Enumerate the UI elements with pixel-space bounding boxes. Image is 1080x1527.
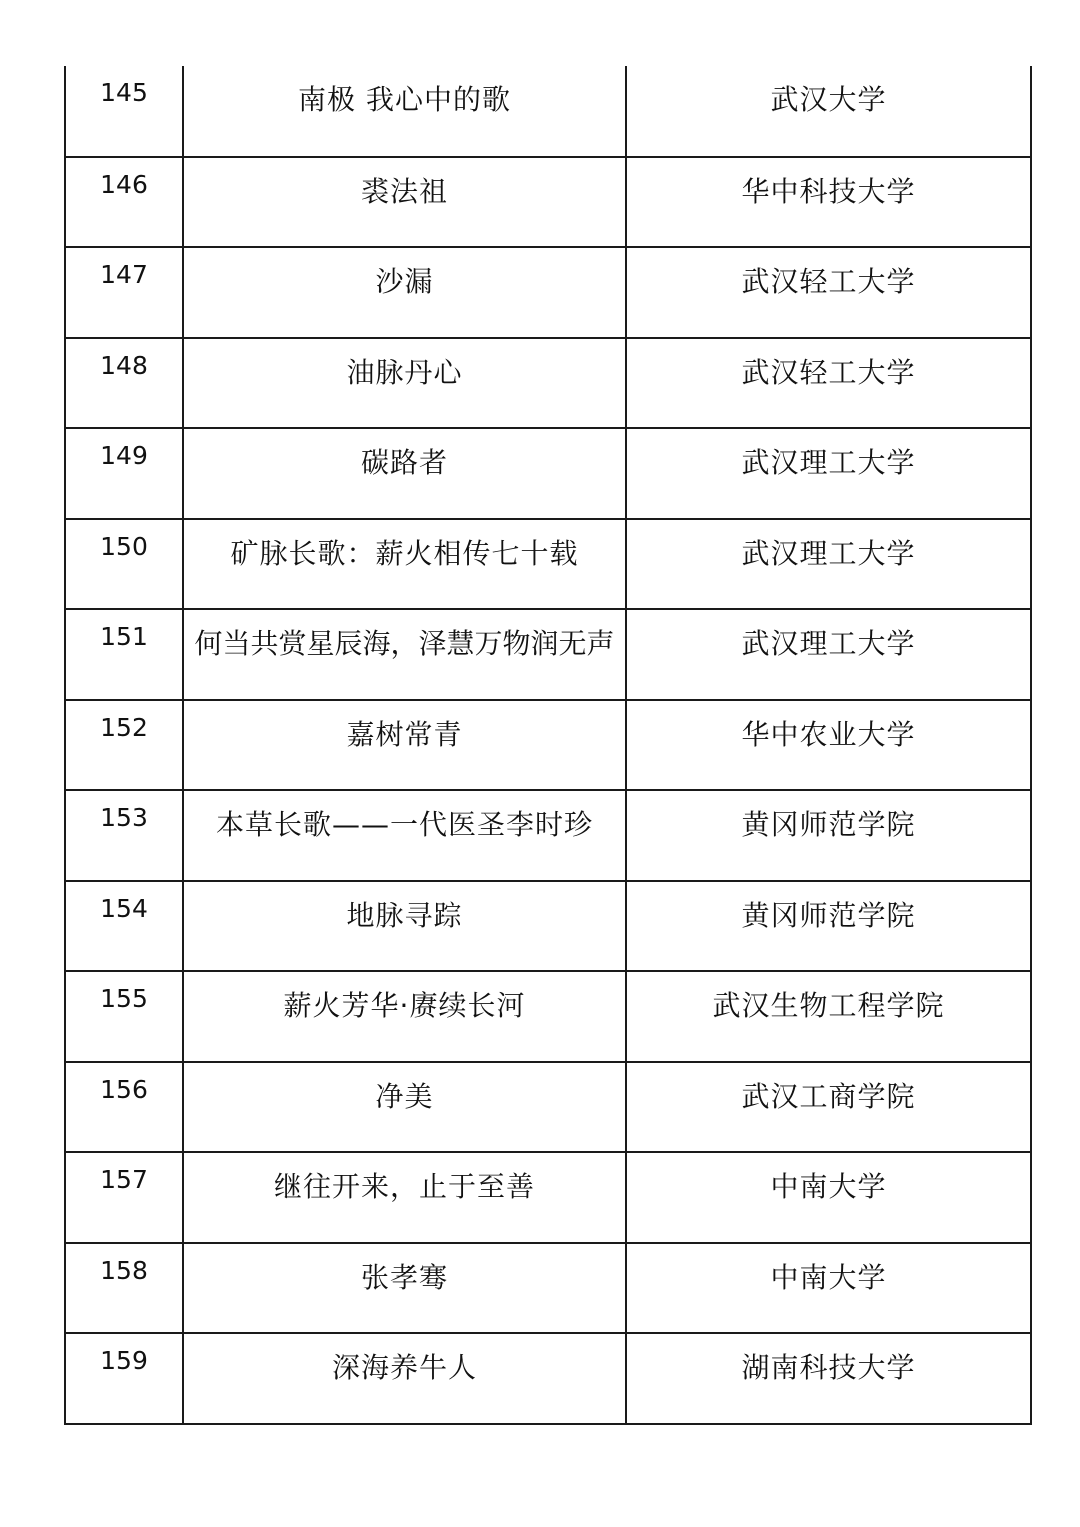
work-title: 沙漏 xyxy=(183,247,626,338)
results-table xyxy=(64,66,1032,1425)
row-number: 148 xyxy=(65,338,183,429)
work-title: 何当共赏星辰海，泽慧万物润无声 xyxy=(183,609,626,700)
row-number: 146 xyxy=(65,157,183,248)
institution-name: 中南大学 xyxy=(626,1243,1031,1334)
institution-name: 湖南科技大学 xyxy=(626,1333,1031,1424)
work-title: 净美 xyxy=(183,1062,626,1153)
institution-name: 黄冈师范学院 xyxy=(626,881,1031,972)
work-title: 继往开来，止于至善 xyxy=(183,1152,626,1243)
table-row xyxy=(65,971,1031,1062)
institution-name: 武汉工商学院 xyxy=(626,1062,1031,1153)
table-row xyxy=(65,790,1031,881)
row-number: 151 xyxy=(65,609,183,700)
table-row xyxy=(65,609,1031,700)
work-title: 南极 我心中的歌 xyxy=(183,66,626,157)
institution-name: 华中科技大学 xyxy=(626,157,1031,248)
institution-name: 黄冈师范学院 xyxy=(626,790,1031,881)
table-row xyxy=(65,247,1031,338)
institution-name: 武汉轻工大学 xyxy=(626,338,1031,429)
row-number: 155 xyxy=(65,971,183,1062)
row-number: 156 xyxy=(65,1062,183,1153)
table-row xyxy=(65,700,1031,791)
work-title: 薪火芳华·赓续长河 xyxy=(183,971,626,1062)
institution-name: 武汉理工大学 xyxy=(626,609,1031,700)
table-row xyxy=(65,66,1031,157)
work-title: 油脉丹心 xyxy=(183,338,626,429)
row-number: 158 xyxy=(65,1243,183,1334)
table-row xyxy=(65,519,1031,610)
table-row xyxy=(65,338,1031,429)
row-number: 152 xyxy=(65,700,183,791)
work-title: 碳路者 xyxy=(183,428,626,519)
row-number: 147 xyxy=(65,247,183,338)
institution-name: 武汉理工大学 xyxy=(626,519,1031,610)
row-number: 145 xyxy=(65,66,183,157)
institution-name: 武汉理工大学 xyxy=(626,428,1031,519)
row-number: 159 xyxy=(65,1333,183,1424)
table-row xyxy=(65,157,1031,248)
table-row xyxy=(65,428,1031,519)
work-title: 嘉树常青 xyxy=(183,700,626,791)
table-row xyxy=(65,1062,1031,1153)
institution-name: 华中农业大学 xyxy=(626,700,1031,791)
institution-name: 武汉大学 xyxy=(626,66,1031,157)
work-title: 张孝骞 xyxy=(183,1243,626,1334)
table-row xyxy=(65,881,1031,972)
row-number: 154 xyxy=(65,881,183,972)
row-number: 153 xyxy=(65,790,183,881)
table-row xyxy=(65,1333,1031,1424)
work-title: 矿脉长歌：薪火相传七十载 xyxy=(183,519,626,610)
institution-name: 武汉生物工程学院 xyxy=(626,971,1031,1062)
row-number: 150 xyxy=(65,519,183,610)
work-title: 本草长歌——一代医圣李时珍 xyxy=(183,790,626,881)
institution-name: 中南大学 xyxy=(626,1152,1031,1243)
document-page xyxy=(64,66,1030,1425)
row-number: 157 xyxy=(65,1152,183,1243)
institution-name: 武汉轻工大学 xyxy=(626,247,1031,338)
row-number: 149 xyxy=(65,428,183,519)
work-title: 地脉寻踪 xyxy=(183,881,626,972)
work-title: 深海养牛人 xyxy=(183,1333,626,1424)
table-row xyxy=(65,1152,1031,1243)
table-row xyxy=(65,1243,1031,1334)
work-title: 裘法祖 xyxy=(183,157,626,248)
